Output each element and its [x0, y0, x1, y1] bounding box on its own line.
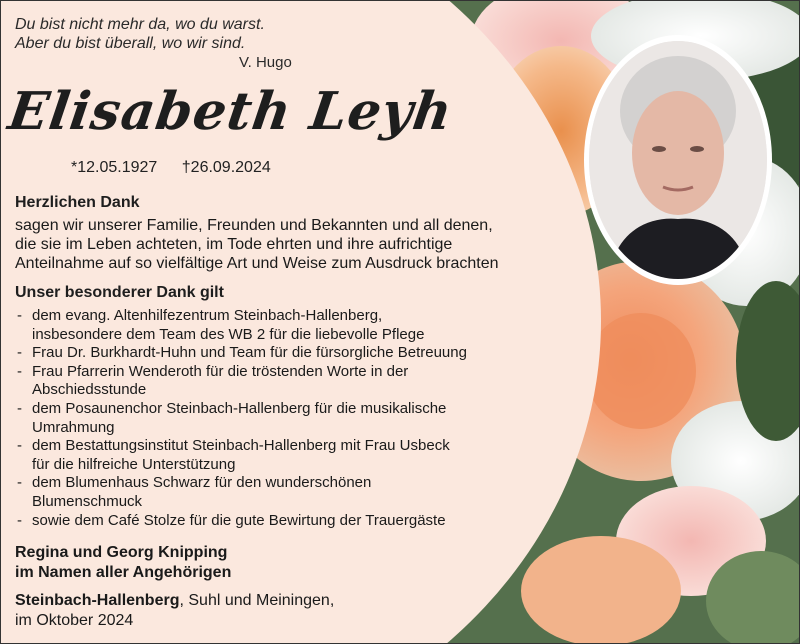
special-thanks-heading: Unser besonderer Dank gilt: [15, 284, 224, 301]
place-and-date: [15, 591, 334, 631]
list-item: [15, 474, 467, 511]
list-item: [15, 344, 467, 363]
list-item-line: für die hilfreiche Unterstützung: [32, 455, 236, 473]
list-item: [15, 363, 467, 400]
list-item-line: - sowie dem Café Stolze für die gute Bewirtung der Trauergäste: [32, 511, 446, 529]
thanks-line: die sie im Leben achteten, im Tode ehrten und ihre aufrichtige: [15, 236, 453, 253]
life-dates: [71, 159, 291, 177]
list-item-line: - Frau Pfarrerin Wenderoth für die tröstenden Worte in der: [32, 362, 409, 380]
list-item-line: - dem evang. Altenhilfezentrum Steinbach-Hallenberg,: [32, 307, 383, 324]
portrait-photo: [589, 41, 767, 279]
death-date: †26.09.2024: [181, 159, 271, 176]
quote: [15, 15, 265, 53]
list-item: [15, 400, 467, 437]
list-item-line: - Frau Dr. Burkhardt-Huhn und Team für die fürsorgliche Betreuung: [32, 344, 467, 362]
list-item-line: - dem Blumenhaus Schwarz für den wunderschönen: [32, 474, 372, 492]
thanks-line: sagen wir unserer Familie, Freunden und Bekannten und all denen,: [15, 217, 493, 234]
place-town: Steinbach-Hallenberg: [15, 592, 180, 609]
list-item-line: - dem Posaunenchor Steinbach-Hallenberg für die musikalische: [32, 399, 447, 417]
portrait-illustration: [589, 41, 767, 279]
list-item: [15, 512, 467, 531]
birth-date: *12.05.1927: [71, 159, 158, 176]
list-item: [15, 437, 467, 474]
list-item-line: Umrahmung: [32, 418, 115, 436]
list-item-line: - dem Bestattungsinstitut Steinbach-Hallenberg mit Frau Usbeck: [32, 437, 450, 455]
deceased-name: Elisabeth Leyh: [4, 81, 457, 142]
place-rest: , Suhl und Meiningen,: [179, 592, 335, 609]
list-item-line: Abschiedsstunde: [32, 381, 147, 399]
thanks-text: [15, 216, 575, 273]
notice-date: im Oktober 2024: [15, 612, 134, 629]
quote-line-1: Du bist nicht mehr da, wo du warst.: [15, 16, 265, 33]
signature: [15, 543, 231, 583]
list-item-line: Blumenschmuck: [32, 492, 143, 510]
list-item-line: insbesondere dem Team des WB 2 für die liebevolle Pflege: [32, 325, 425, 343]
list-item: [15, 307, 467, 344]
thanks-heading: Herzlichen Dank: [15, 194, 140, 211]
quote-author: V. Hugo: [239, 54, 292, 71]
signature-names: Regina und Georg Knipping: [15, 544, 228, 561]
thanks-line: Anteilnahme auf so vielfältige Art und Weise zum Ausdruck brachten: [15, 255, 499, 272]
quote-line-2: Aber du bist überall, wo wir sind.: [15, 35, 246, 52]
special-thanks-list: [15, 307, 467, 530]
signature-subtitle: im Namen aller Angehörigen: [15, 564, 232, 581]
